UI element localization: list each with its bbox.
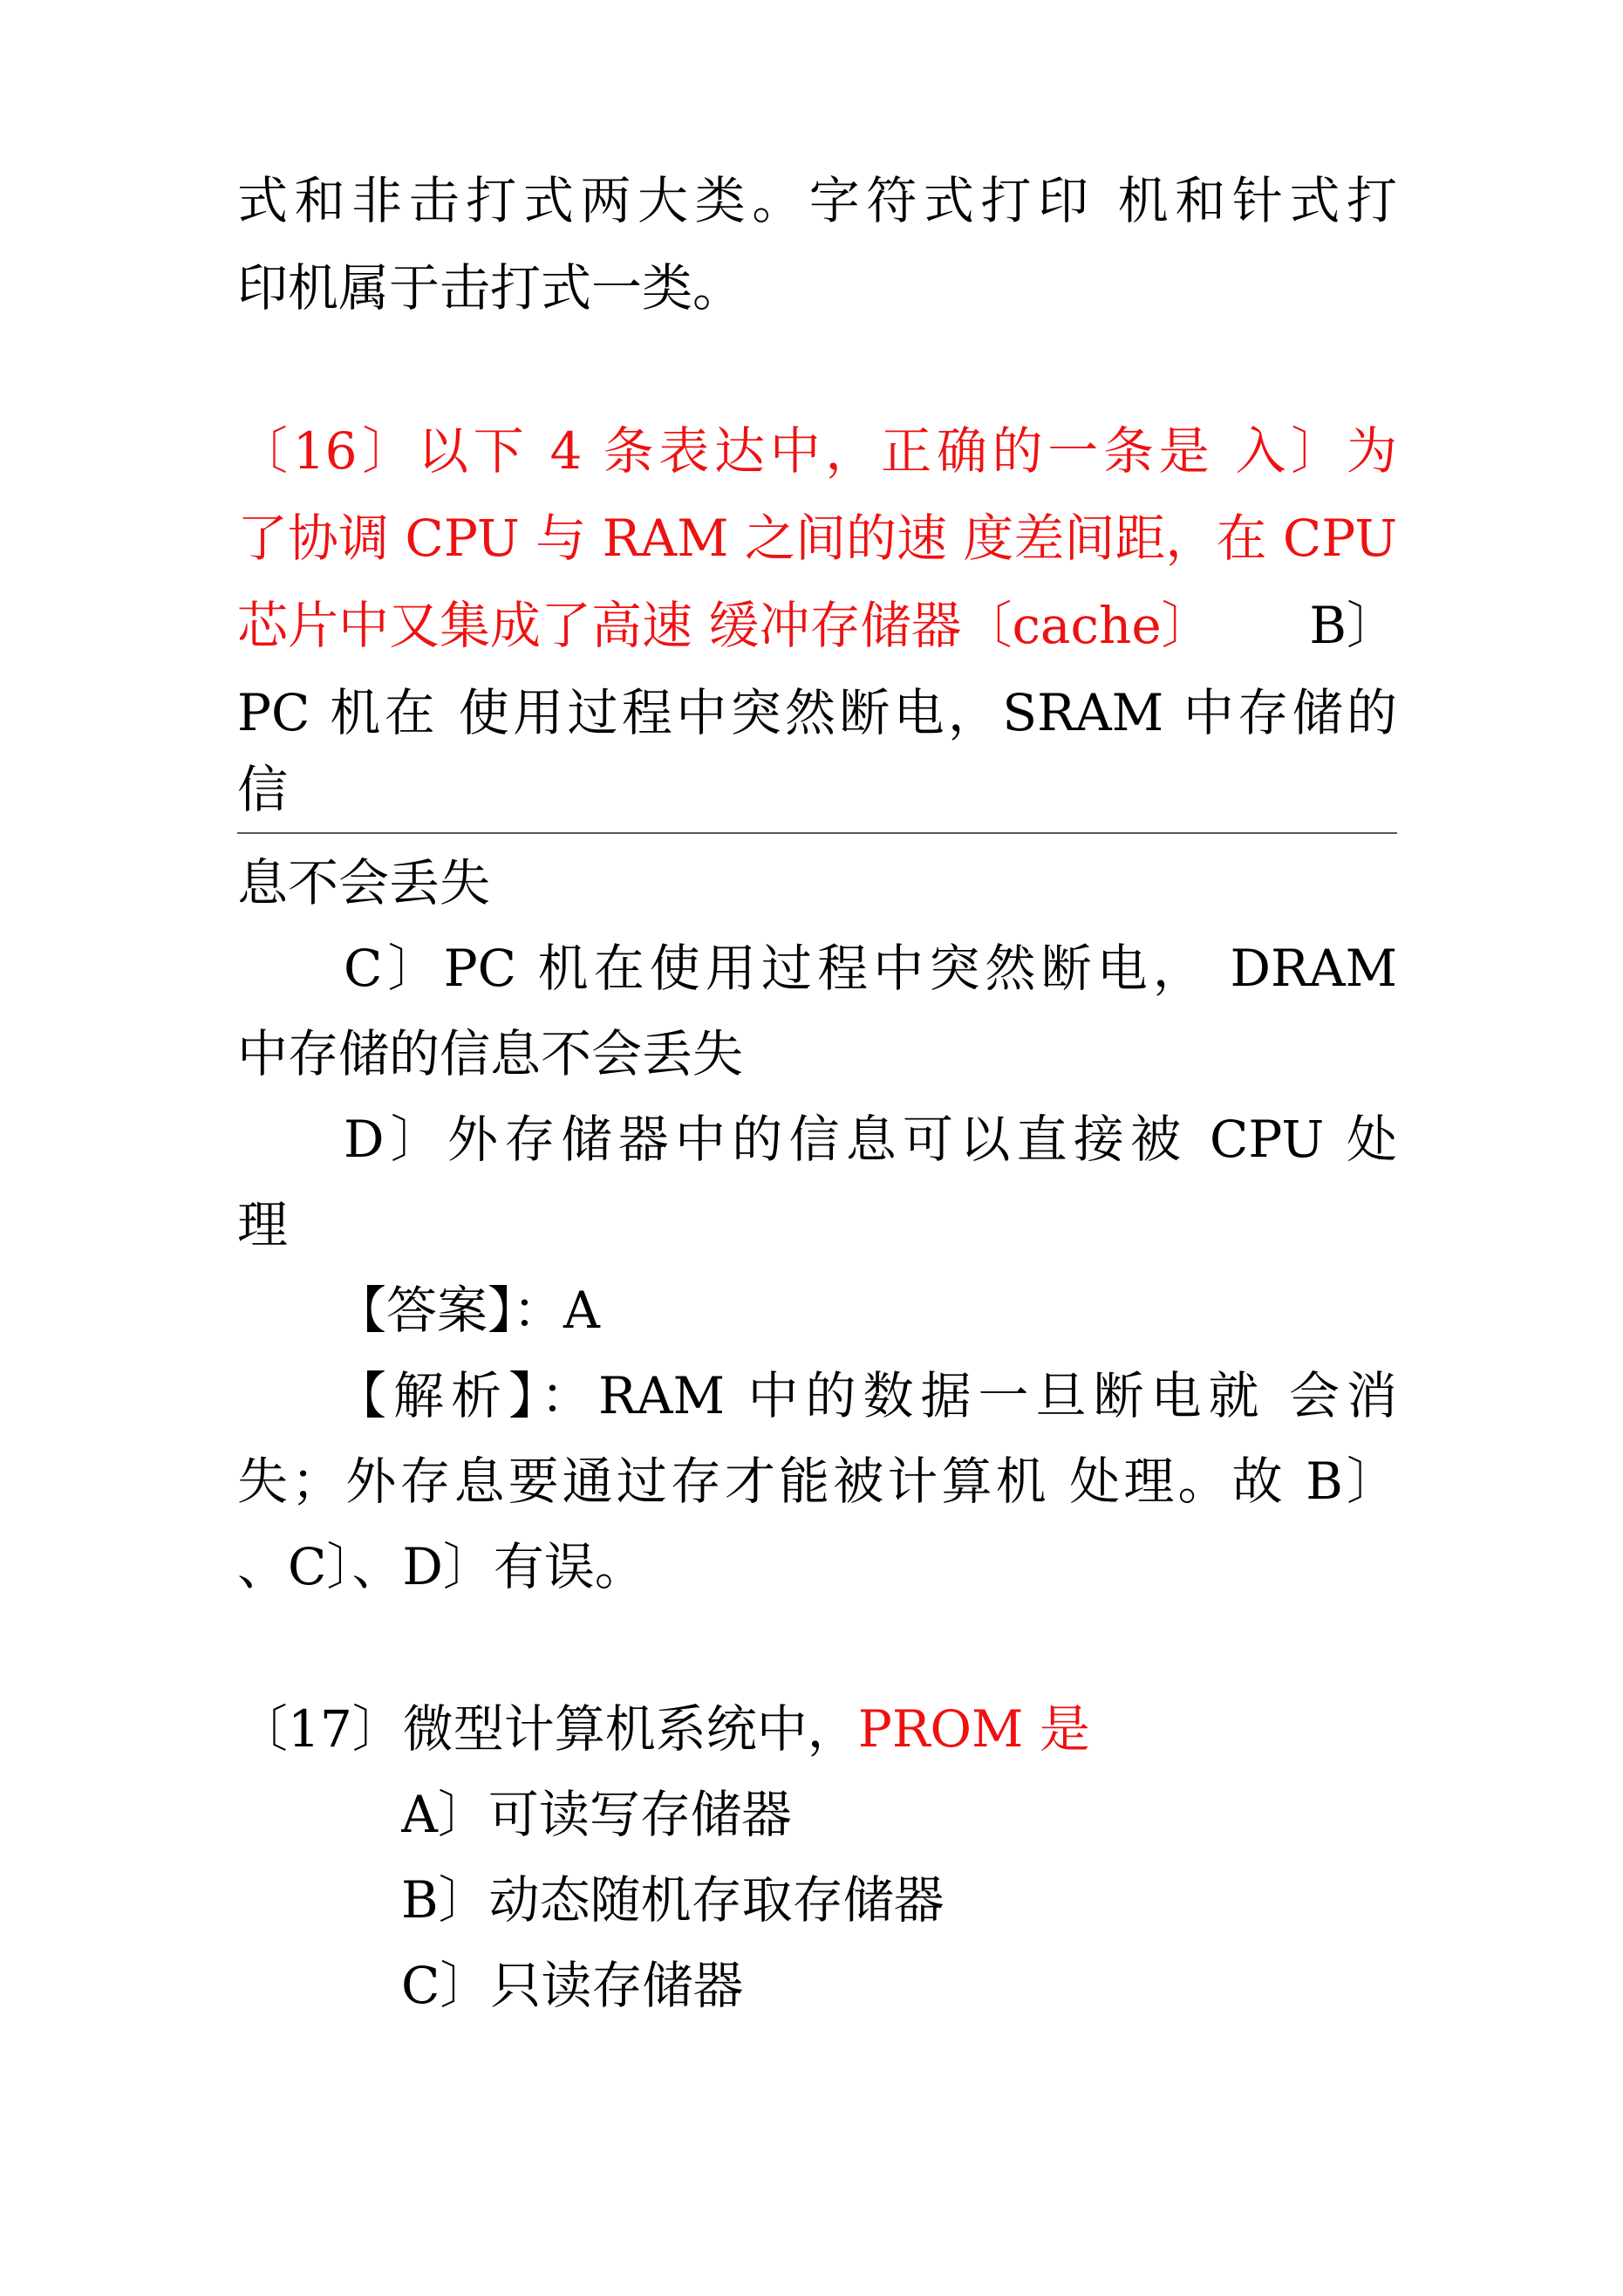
intro-line-1: 式和非击打式两大类。字符式打印 机和针式打: [237, 171, 1397, 230]
q16-option-a-line-1: 了协调 CPU 与 RAM 之间的速 度差间距，在 CPU: [237, 509, 1397, 568]
q16-analysis-line-2: 失；外存息要通过存才能被计算机 处理。故 B〕: [237, 1452, 1397, 1511]
q17-stem-prefix: 〔17〕微型计算机系统中，: [237, 1699, 858, 1759]
q16-option-b-label: B〕: [1309, 596, 1397, 655]
page-break-rule: [237, 832, 1397, 834]
q16-option-c-line-2: 中存储的信息不会丢失: [237, 1024, 744, 1083]
q16-option-c-line-1: C〕PC 机在使用过程中突然断电， DRAM: [344, 939, 1397, 998]
q16-answer: 【答案】：A: [336, 1281, 600, 1340]
q16-option-d-line-2: 理: [237, 1195, 289, 1254]
q16-analysis-line-3: 、C〕、D〕有误。: [237, 1537, 645, 1596]
q17-stem-highlight: PROM 是: [857, 1699, 1090, 1759]
q16-stem-line-1: 〔16〕以下 4 条表达中，正确的一条是 入〕为: [237, 421, 1397, 481]
q16-option-a-line-2: 芯片中又集成了高速 缓冲存储器〔cache〕: [237, 596, 1212, 655]
q17-option-b: B〕动态随机存取存储器: [401, 1870, 944, 1930]
q16-option-b-line-1: PC 机在 使用过程中突然断电，SRAM 中存储的: [237, 683, 1397, 742]
intro-line-2: 印机属于击打式一类。: [237, 258, 744, 318]
q16-option-b-line-3: 息不会丢失: [237, 853, 491, 912]
q16-option-d-line-1: D〕外存储器中的信息可以直接被 CPU 处: [344, 1110, 1397, 1169]
q16-line-3: [237, 582, 1397, 669]
q17-stem: [237, 1685, 1397, 1773]
q17-option-c: C〕只读存储器: [401, 1956, 744, 2015]
q16-analysis-line-1: 【解析】：RAM 中的数据一旦断电就 会消: [336, 1366, 1397, 1425]
q16-option-b-line-2: 信: [237, 760, 289, 819]
q17-option-a: A〕可读写存储器: [401, 1785, 792, 1844]
